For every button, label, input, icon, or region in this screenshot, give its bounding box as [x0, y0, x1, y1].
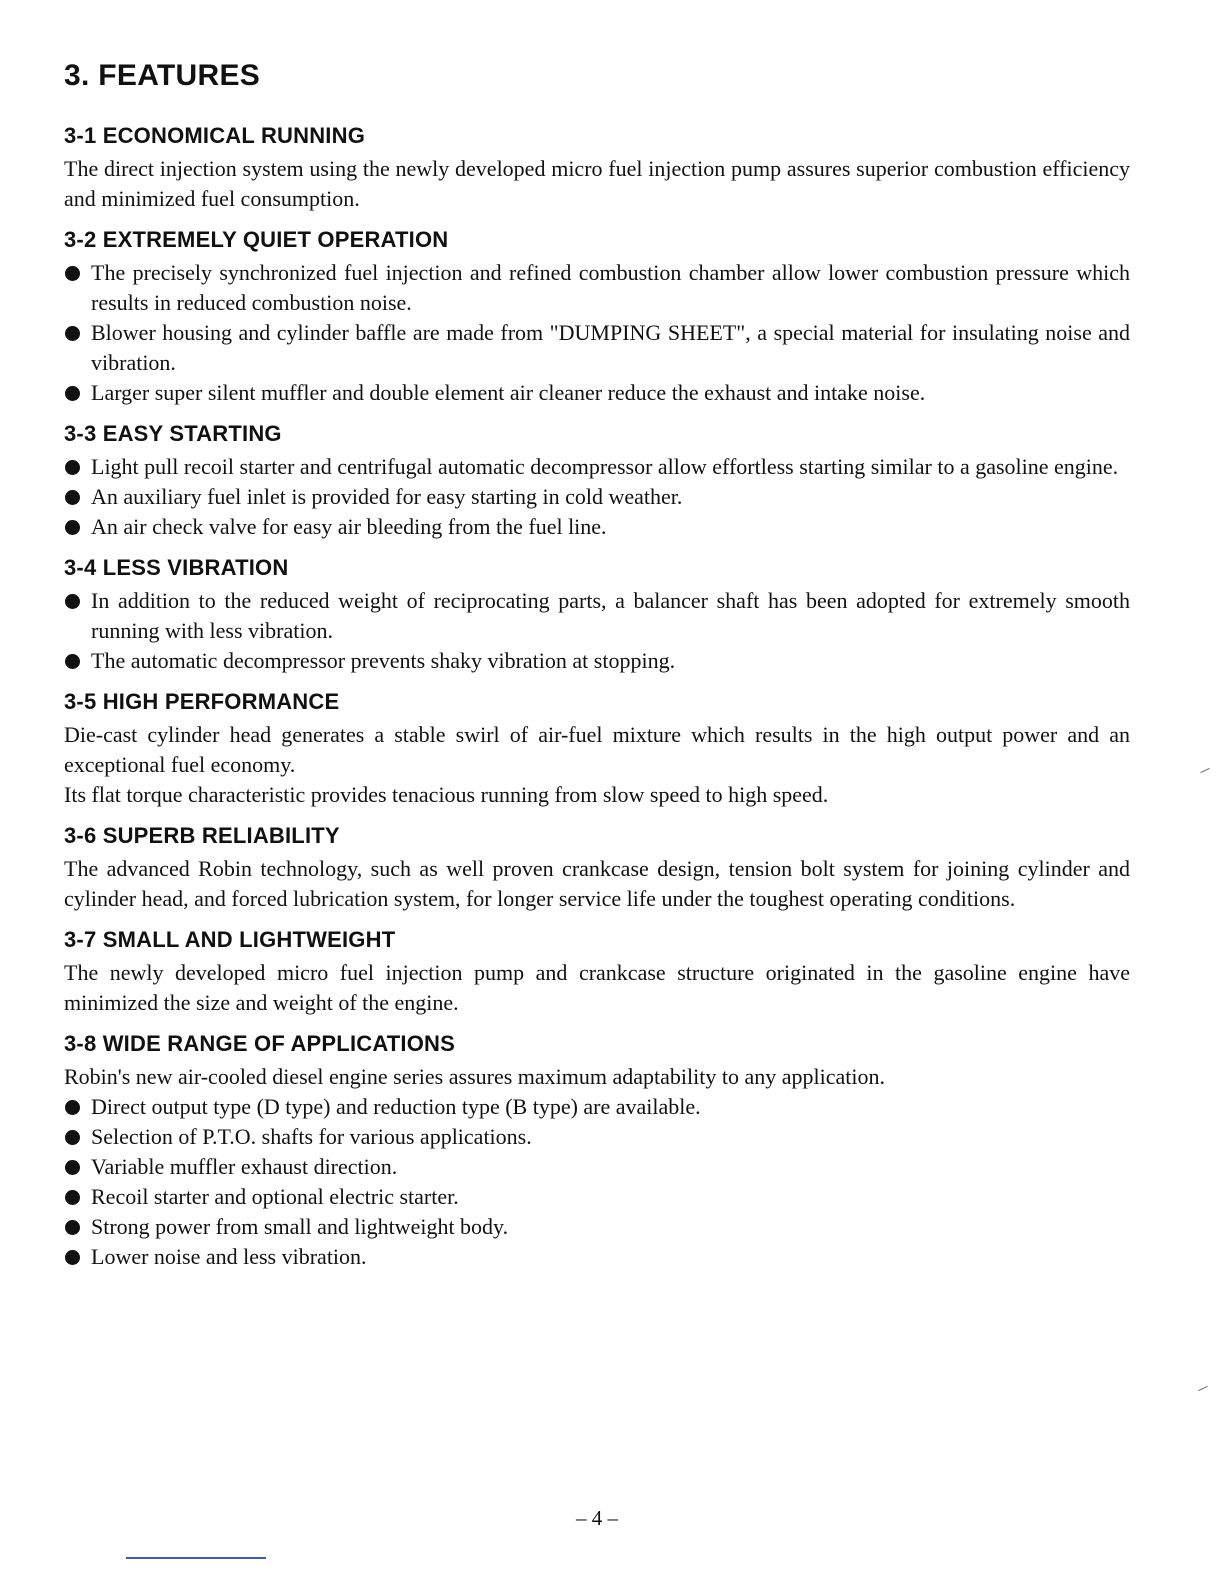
- section-heading: 3-1 ECONOMICAL RUNNING: [64, 123, 366, 148]
- list-item: [64, 1092, 1130, 1122]
- bullet-list: [64, 452, 1130, 542]
- bullet-text: Recoil starter and optional electric starter.: [91, 1184, 459, 1209]
- section-heading: 3-7 SMALL AND LIGHTWEIGHT: [64, 927, 396, 952]
- bullet-icon: [65, 1160, 80, 1175]
- section-paragraph: Robin's new air-cooled diesel engine series assures maximum adaptability to any application.: [64, 1064, 885, 1089]
- section-wide-range-applications: [64, 1029, 1130, 1272]
- bullet-icon: [65, 1190, 80, 1205]
- section-less-vibration: [64, 553, 1130, 676]
- list-item: [64, 1242, 1130, 1272]
- section-small-lightweight: [64, 925, 1130, 1018]
- bullet-icon: [65, 460, 80, 475]
- bullet-text: Lower noise and less vibration.: [91, 1244, 367, 1269]
- section-heading: 3-2 EXTREMELY QUIET OPERATION: [64, 227, 449, 252]
- section-paragraph: The direct injection system using the newly developed micro fuel injection pump assures superior combustion efficiency and minimized fuel consumption.: [64, 156, 1130, 211]
- section-heading: 3-8 WIDE RANGE OF APPLICATIONS: [64, 1031, 456, 1056]
- section-heading: 3-4 LESS VIBRATION: [64, 555, 289, 580]
- list-item: [64, 1152, 1130, 1182]
- section-paragraph: Its flat torque characteristic provides tenacious running from slow speed to high speed.: [64, 782, 829, 807]
- bullet-list: [64, 586, 1130, 676]
- bullet-text: The precisely synchronized fuel injection and refined combustion chamber allow lower combustion pressure which results in reduced combustion noise.: [91, 260, 1130, 315]
- section-superb-reliability: [64, 821, 1130, 914]
- bullet-list: [64, 258, 1130, 408]
- list-item: [64, 318, 1130, 378]
- bullet-text: Blower housing and cylinder baffle are made from "DUMPING SHEET", a special material for insulating noise and vibration.: [91, 320, 1130, 375]
- scan-mark: [1200, 768, 1209, 773]
- bullet-icon: [65, 1250, 80, 1265]
- section-quiet-operation: [64, 225, 1130, 408]
- bullet-icon: [65, 1100, 80, 1115]
- bullet-icon: [65, 266, 80, 281]
- bullet-text: Larger super silent muffler and double element air cleaner reduce the exhaust and intake noise.: [91, 380, 926, 405]
- bullet-text: Direct output type (D type) and reduction type (B type) are available.: [91, 1094, 701, 1119]
- list-item: [64, 646, 1130, 676]
- bullet-text: Variable muffler exhaust direction.: [91, 1154, 398, 1179]
- footer-rule: [126, 1557, 266, 1559]
- list-item: [64, 586, 1130, 646]
- list-item: [64, 452, 1130, 482]
- bullet-icon: [65, 654, 80, 669]
- page-title: 3. FEATURES: [64, 59, 261, 92]
- list-item: [64, 378, 1130, 408]
- manual-page: [64, 0, 1130, 1584]
- bullet-text: Strong power from small and lightweight body.: [91, 1214, 509, 1239]
- section-paragraph: The advanced Robin technology, such as well proven crankcase design, tension bolt system for joining cylinder and cylinder head, and forced lubrication system, for longer service life under the toughest operating conditions.: [64, 856, 1130, 911]
- section-heading: 3-5 HIGH PERFORMANCE: [64, 689, 340, 714]
- bullet-list: [64, 1092, 1130, 1272]
- list-item: [64, 1122, 1130, 1152]
- bullet-icon: [65, 1220, 80, 1235]
- bullet-text: An auxiliary fuel inlet is provided for easy starting in cold weather.: [91, 484, 683, 509]
- bullet-icon: [65, 326, 80, 341]
- section-high-performance: [64, 687, 1130, 810]
- section-heading: 3-3 EASY STARTING: [64, 421, 282, 446]
- scan-mark: [1198, 1386, 1207, 1391]
- list-item: [64, 258, 1130, 318]
- bullet-text: Light pull recoil starter and centrifugal automatic decompressor allow effortless starting similar to a gasoline engine.: [91, 454, 1119, 479]
- bullet-text: In addition to the reduced weight of reciprocating parts, a balancer shaft has been adopted for extremely smooth running with less vibration.: [91, 588, 1130, 643]
- list-item: [64, 512, 1130, 542]
- bullet-text: The automatic decompressor prevents shaky vibration at stopping.: [91, 648, 676, 673]
- section-heading: 3-6 SUPERB RELIABILITY: [64, 823, 340, 848]
- bullet-icon: [65, 594, 80, 609]
- bullet-icon: [65, 1130, 80, 1145]
- section-easy-starting: [64, 419, 1130, 542]
- section-economical-running: [64, 121, 1130, 214]
- bullet-icon: [65, 520, 80, 535]
- bullet-text: Selection of P.T.O. shafts for various applications.: [91, 1124, 532, 1149]
- list-item: [64, 1212, 1130, 1242]
- bullet-text: An air check valve for easy air bleeding from the fuel line.: [91, 514, 607, 539]
- list-item: [64, 1182, 1130, 1212]
- features-sections: [64, 121, 1130, 1283]
- page-number: – 4 –: [576, 1506, 618, 1530]
- bullet-icon: [65, 386, 80, 401]
- list-item: [64, 482, 1130, 512]
- section-paragraph: The newly developed micro fuel injection pump and crankcase structure originated in the gasoline engine have minimized the size and weight of the engine.: [64, 960, 1130, 1015]
- bullet-icon: [65, 490, 80, 505]
- section-paragraph: Die-cast cylinder head generates a stable swirl of air-fuel mixture which results in the high output power and an exceptional fuel economy.: [64, 722, 1130, 777]
